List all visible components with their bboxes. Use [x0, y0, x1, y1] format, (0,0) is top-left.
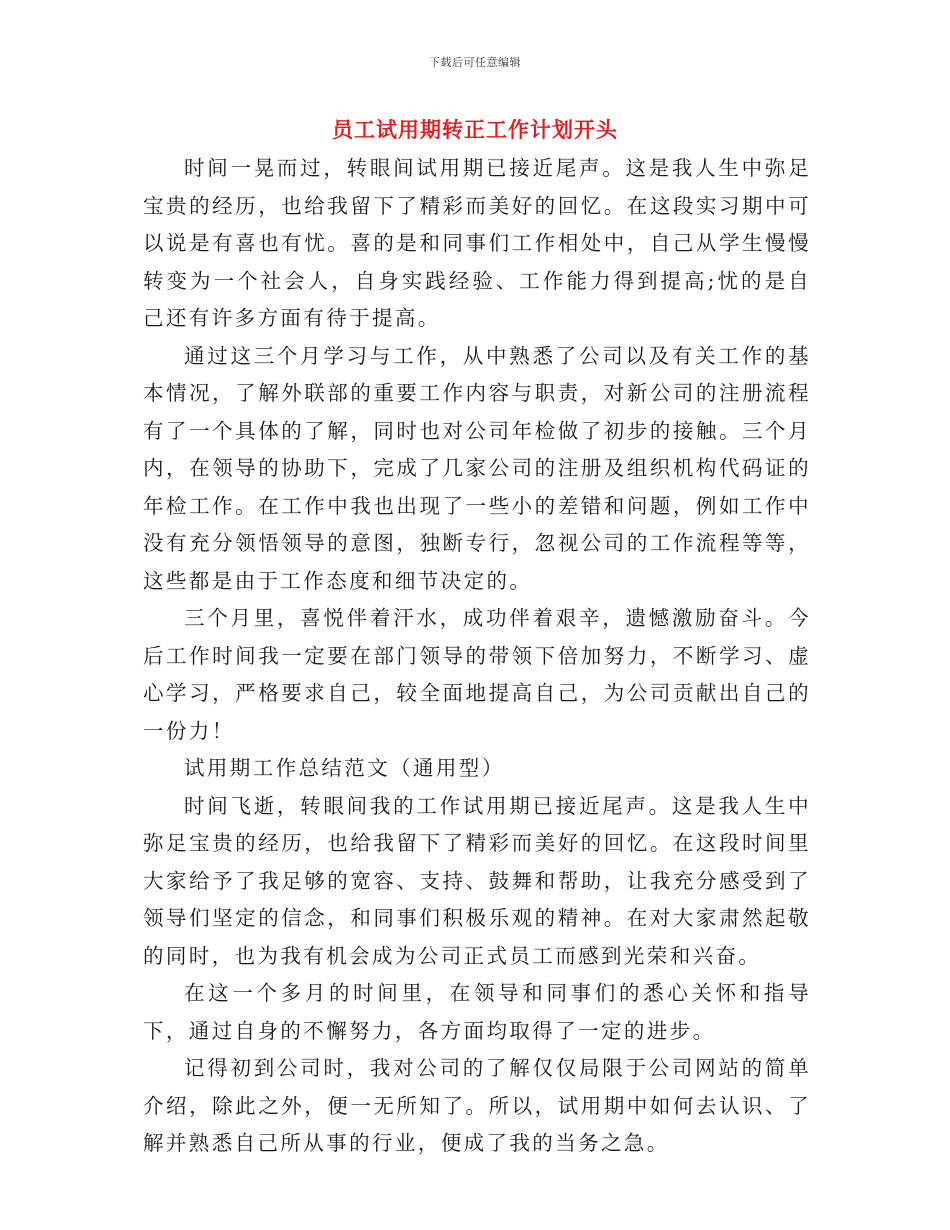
- document-body: [143, 150, 811, 1163]
- paragraph: 时间一晃而过，转眼间试用期已接近尾声。这是我人生中弥足宝贵的经历，也给我留下了精彩而美好的回忆。在这段实习期中可以说是有喜也有忧。喜的是和同事们工作相处中，自己从学生慢慢转变为一个社会人，自身实践经验、工作能力得到提高;忧的是自己还有许多方面有待于提高。: [143, 156, 811, 330]
- header-note: 下载后可任意编辑: [429, 56, 521, 69]
- paragraph: 记得初到公司时，我对公司的了解仅仅局限于公司网站的简单介绍，除此之外，便一无所知了。所以，试用期中如何去认识、了解并熟悉自己所从事的行业，便成了我的当务之急。: [143, 1056, 811, 1155]
- paragraph: 通过这三个月学习与工作，从中熟悉了公司以及有关工作的基本情况，了解外联部的重要工作内容与职责，对新公司的注册流程有了一个具体的了解，同时也对公司年检做了初步的接触。三个月内，在领导的协助下，完成了几家公司的注册及组织机构代码证的年检工作。在工作中我也出现了一些小的差错和问题，例如工作中没有充分领悟领导的意图，独断专行，忽视公司的工作流程等等，这些都是由于工作态度和细节决定的。: [143, 343, 811, 593]
- document-title: 员工试用期转正工作计划开头: [332, 118, 618, 142]
- paragraph: 三个月里，喜悦伴着汗水，成功伴着艰辛，遗憾激励奋斗。今后工作时间我一定要在部门领导的带领下倍加努力，不断学习、虚心学习，严格要求自己，较全面地提高自己，为公司贡献出自己的一份力！: [143, 606, 811, 743]
- paragraph: 在这一个多月的时间里，在领导和同事们的悉心关怀和指导下，通过自身的不懈努力，各方面均取得了一定的进步。: [143, 981, 811, 1043]
- paragraph: 时间飞逝，转眼间我的工作试用期已接近尾声。这是我人生中弥足宝贵的经历，也给我留下了精彩而美好的回忆。在这段时间里大家给予了我足够的宽容、支持、鼓舞和帮助，让我充分感受到了领导们坚定的信念，和同事们积极乐观的精神。在对大家肃然起敬的同时，也为我有机会成为公司正式员工而感到光荣和兴奋。: [143, 793, 811, 968]
- section-heading: 试用期工作总结范文（通用型）: [184, 756, 505, 780]
